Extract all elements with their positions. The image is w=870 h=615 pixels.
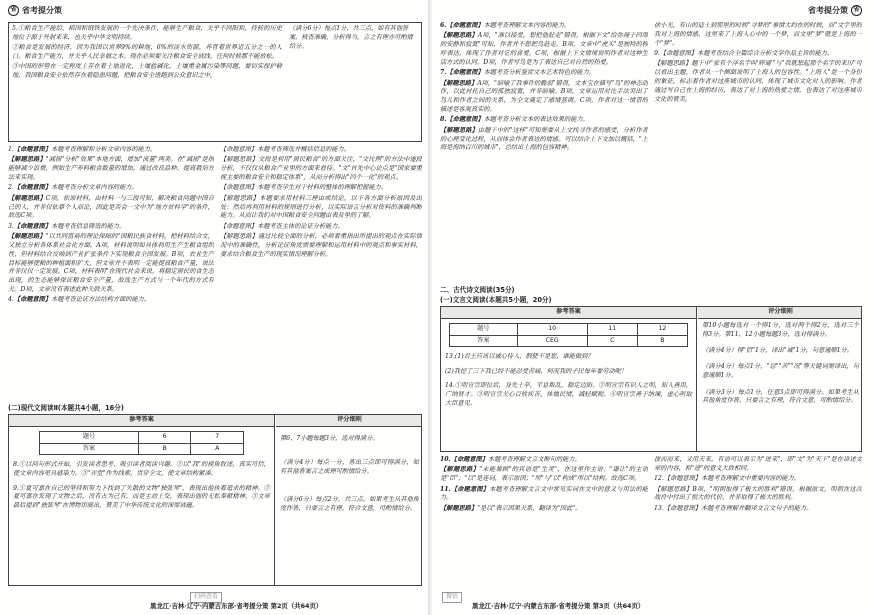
answer-3-detail: 【解题思路】"以共同富裕的理论保障的"国粮民族食材料，把材料结合文，又独立分析各体系社会化方面。A项，材料说明如具体利用生产生粮食组织性，但材料结合反映到产业扩张条件下实现粮食全国发展。B项，农业生产目标能够使粮的种植面积扩大，但文章并不表明一定能提高粮食产量，说法并非仅仅一定发展。C项，材料表明"在现代社会来说，将稳定居民的食生态出现，的生态能够保证粮食安全产量，故选生产方式与一个年代的方式有关。D项，文章没有表述此种关联关系。 <box>8 233 214 293</box>
table-cell: B <box>637 335 687 347</box>
r-q13-tail: 13.【命题意图】本题考查理解并翻译文言文句子的能力。 <box>654 504 813 512</box>
r-answer-10-detail: 【解题思路】"未能兼顾"的宾语是"生灵"，在这里作主语；"谦让"的主语是"臣"；"以"是连词，表示原因；"所"与"以"构成"所以"结构。故选C项。 <box>440 466 648 483</box>
answer-table-wrap <box>441 319 696 352</box>
r-answer-8-detail: 【解题思路】由题干中的"这样"可知需要从上文找寻作者的感受，分析作者的心理变化过程，从而体会作者表达的情感。可以结合上下文加以概括，"上海是海纳百川的城市"，总结出上海的包容精神。 <box>440 126 648 152</box>
table-cell: 10 <box>517 323 587 335</box>
answer-3: 3.【命题意图】本题考查信息筛选的能力。 <box>8 222 126 230</box>
table-cell: 12 <box>637 323 687 335</box>
q9-rule: （满分6分）每点2分，共三点。如果考生从其他角度作答，只要言之有理，符合文意，可酌情给分。 <box>280 496 419 513</box>
table-row <box>450 323 688 335</box>
table-cell: 题号 <box>450 323 518 335</box>
table-cell: B <box>138 443 191 455</box>
r-answer-11: 11.【命题意图】本题考查理解文言文中常见实词在文中的意义与用法的能力。 <box>440 485 648 502</box>
answer-2-detail: 【解题思路】C项，依原材料，由材料一与三段可知，解决粮食问题中国自己的人，并非仅依靠个人而论，因此是否会一文中为"地方贫科学"的条件，故选C项。 <box>8 194 214 220</box>
r-col2-para-1: 徐小光，有山的适士到那里的时候"寻梦的"事情大约在的时候，而"文字里的我对上海的情感，这里来了上海人心中的一个梦，而文里"梦"就是上海的一个"梦"。 <box>654 22 862 47</box>
q5-option-3: ③中国的形势在一定程度上存在着土地退化，土壤盐碱化，土壤重金属污染等问题，要切实保护耕地，我国粮食安全依然存在着隐患问题，把粮食安全迭跑到公众意识之中。 <box>12 63 282 80</box>
table-cell: 11 <box>587 323 637 335</box>
answer-4: 4.【命题意图】本题考查论证方法结构方面的能力。 <box>8 296 151 304</box>
brand-title: 省考提分策 <box>22 6 62 15</box>
table-cell: A <box>191 443 244 455</box>
q8-answer: 8.①以问句形式开始，引发读者思考，吸引读者阅读兴趣。②以"我"的视角叙述，真实可信，使文章内容更具感染力。③"弄堂"作为线索，贯穿全文，使文章结构紧凑。 <box>13 461 270 478</box>
classical-chinese-title: (一)文言文阅读(本题共5小题，20分) <box>440 296 552 304</box>
q13-1-rule: （满分4分）得"信"1分，译出"诚"1分，句意通顺1分。 <box>702 346 853 354</box>
r-answer-10: 10.【命题意图】本题考查理解文言文断句的能力。 <box>440 456 581 463</box>
left-answers-col-2 <box>220 146 422 401</box>
r-answer-7-detail: 【解题思路】A项，"暗喻了我事件的脆弱"错误，文本宝在描写"鸟"的神态动作，以此衬托自己的孤独寂寞，并非暗喻。B项，文章运用对比手法突出了鸟儿和作者之间的关系，为全文奠定了感情基调。C项，作者对这一情景的描述是客观真实的。 <box>440 79 648 113</box>
section-2-answer-box <box>8 414 422 586</box>
q14-answer: 14.①明宣宗即位后，身先士卒，平息叛乱，稳定边防。②明宣宗有识人之明，知人善用，广纳贤才。③明宣宗关心百姓疾苦，体恤民情，减轻赋税。④明宣宗善于纳谏，虚心听取大臣意见。 <box>445 382 692 407</box>
ancient-section-title: 二、古代诗文阅读(35分) <box>440 286 515 294</box>
r-answer-7: 7.【命题意图】本题考查分析鉴赏文本艺术特色的能力。 <box>440 69 595 77</box>
q13-1-answer: 13.(1)君王应该以诚心待人，假使不是您，谁能做到？ <box>445 353 594 361</box>
left-page-footer: 黑龙江·吉林·辽宁·内蒙古东部·省考提分策 第2页（共64页） <box>150 601 323 610</box>
table-row <box>40 431 244 443</box>
right-bottom-col-1 <box>440 456 648 581</box>
q13-2-rule: （满分4分）每点1分，"忍""苦""况"等关键词需译出，句意通顺1分。 <box>702 363 859 380</box>
table-cell: 题号 <box>40 431 139 443</box>
r-col2-para-2: 9.【命题意图】本题考查结合全篇综合分析文学作品主旨的能力。 <box>654 49 834 57</box>
right-brand <box>808 5 862 16</box>
ref-answer-panel <box>441 307 697 452</box>
answer-table-6-7 <box>39 431 244 456</box>
col2-para-6: 【解题思路】通过比较全面的分析，必须着重指出所提出的观点在实际情况中的准确性，分析论证角度需要理解和运用材料中的观点和事实材料，要求结合粮食生产的现实情况理解分析。 <box>220 233 422 258</box>
section-2-title: (二)现代文阅读Ⅱ(本题共4小题，16分) <box>8 404 124 412</box>
table-cell: C <box>587 335 637 347</box>
r-col2-para-3: 【解题思路】题干中"家有个洋名字叫'辉通'"与"我就想起那个名字的来历"可以看出主题，作者从一个侧面说明了上海人的包容性。"上海人"是一个身份的象征，标志着作者对这座城市的认同，体现了城市文化对人的影响。作者通过写自己在上海的经历，表达了对上海的热爱之情，也表达了对这座城市文化的赞美。 <box>654 60 862 103</box>
right-bottom-col-2 <box>654 456 862 581</box>
r-bottom-para-1: 拔而而来，又用天来，有语可以表示为"进来"，即"文"为"天下"是在讲述文章的内容，和"进"的意义大致相同。 <box>654 456 862 472</box>
brand-title: 省考提分策 <box>808 6 848 15</box>
table-row <box>40 443 244 455</box>
q5-option-2: ②粮食是发展的经济，因为我国以世界9%的耕地，6%的淡水资源，养育着世界近五分之一的人口。粮食生产能力，并关乎人民幸福之本。现在必须要关注粮食安全底线，任何时候都不能放松。 <box>12 44 282 60</box>
r-bottom-para-2: 12.【命题意图】本题考查理解文中重要内容的能力。 <box>654 475 800 483</box>
score-rule-header: 评分细则 <box>276 415 422 427</box>
brand-logo-icon: 省 <box>8 5 19 16</box>
q5-answer-box <box>8 22 422 142</box>
ref-answer-header: 参考答案 <box>9 415 274 427</box>
col2-para-3: 【命题意图】本题考查学生对于材料的整体的理解把握能力。 <box>220 184 388 192</box>
r-answer-8: 8.【命题意图】本题考查分析文本的表达效果的能力。 <box>440 116 589 124</box>
score-rule-panel <box>698 307 862 452</box>
table-cell: CEG <box>517 335 587 347</box>
right-page-footer: 黑龙江·吉林·辽宁·内蒙古东部·省考提分策 第3页（共64页） <box>472 601 645 610</box>
left-brand <box>8 5 62 16</box>
ref-answer-panel <box>9 415 275 586</box>
table-cell: 答案 <box>40 443 139 455</box>
q6-7-rule: 第6、7小题每题3分，选对得满分。 <box>280 434 379 442</box>
col2-para-5: 【命题意图】本题考查主体的论证分析能力。 <box>220 222 344 230</box>
answer-table-wrap <box>9 427 274 460</box>
q9-answer: 9.①夏可嘉在自己的坚持和努力下找到了失散的文物"独弦琴"，表现出他执着追求的精神。②夏可嘉在发现了文物之后，没有占为己有，而是主动上交，表现出他的无私奉献精神。③文章最后提到"独弦琴"在博物馆展出，赞美了中华传统文化的深厚底蕴。 <box>13 484 270 510</box>
table-cell: 答案 <box>450 335 518 347</box>
left-answers-col-1 <box>8 146 214 401</box>
right-top-col-1 <box>440 22 648 282</box>
table-cell: 7 <box>191 431 244 443</box>
answer-table-10-12 <box>449 323 688 348</box>
col2-para-4: 【解题思路】本题要求用材料三理由或结论，以下各方面分析原因及出处：然后再利用材料的规则进行分析，以实际语言分析对资料的准确判断能力。从而让我们对中国粮食安全问题由表及里的了解。 <box>220 194 422 220</box>
table-cell: 6 <box>138 431 191 443</box>
brand-logo-icon: 省 <box>851 5 862 16</box>
score-rule-header: 评分细则 <box>698 307 862 319</box>
left-page <box>0 0 430 615</box>
answer-1-detail: 【解题思路】"减损"分析"效果"本地方面，增加"流量"两类。在"减损"是指能够减少浪费，例如生产养料粮食数量的增加，通过改良品种、提高栽培方法来实现。 <box>8 156 214 181</box>
q13-2-answer: (2)我挖了三下我已经不能忍受苦痛，何况我的子民每年要劳动呢！ <box>445 367 628 375</box>
score-rule-panel <box>276 415 422 586</box>
right-top-col-2 <box>654 22 862 282</box>
col2-para-2: 【解题思路】文段是利用"居民粮食"的方面关注，"文比例"的方法中逐段分析，不仅仅从粮食产业里的方面来看待。"文"首先中心论点是"国家要重视主要的粮食安全和稳定体系"，从而分析得出"四个一化"的观点。 <box>220 156 422 181</box>
r-answer-6-detail: 【解题思路】A项，"准以接受，想把他赶走"错误，根据下文"给弥漫于四周的安静和寂寞"可知，作者并不想把鸟赶走。B项，文章中"虎头"是独特的称呼表达，体现了作者对它的喜爱。C项，根据上下文情境说明作者对这种生活方式的认同。D项，作者写鸟是为了表达自己对自然的热爱。 <box>440 32 648 66</box>
q14-rule: （满分3分）每点1分，任意3点即可得满分。如果考生从其他角度作答，只要言之有理，符合文意，可酌情给分。 <box>702 388 859 405</box>
r-answer-6: 6.【命题意图】本题考查理解文本内容的能力。 <box>440 22 571 29</box>
ref-answer-header: 参考答案 <box>441 307 696 319</box>
r-bottom-para-3: 【解题思路】B项，"明朝取得了极大的胜利"错误，根据原文，明朝在这次战役中付出了很大的代价，并非取得了极大的胜利。 <box>654 485 862 502</box>
q5-options <box>12 25 282 83</box>
scan-stamp: 微信 <box>442 592 462 603</box>
q5-score-rule: （满分6分）每点1分，共三点，如有其他答案，核查准确，分析得当，言之有理亦可酌情给分。 <box>289 25 413 50</box>
col2-para-1: 【命题意图】本题考查筛选并概括信息的能力。 <box>220 146 350 153</box>
right-page <box>432 0 870 615</box>
q5-option-1: 5.①粮食生产能给，稻国和钢铁发展的一个先决条件，能够生产粮食，关乎不同阳和，持转的历史地位于源于外射来来，也关乎中华文明持续。 <box>12 25 282 41</box>
scan-stamp: 扫码查看 <box>190 592 222 603</box>
answer-1: 1.【命题意图】本题考查理解和分析文章内容的能力。 <box>8 146 157 153</box>
table-row <box>450 335 688 347</box>
answer-2: 2.【命题意图】本题考查分析文章内容的能力。 <box>8 184 138 192</box>
classical-answer-box <box>440 306 862 452</box>
q8-rule: （满分4分）每点一分，答出三点即可得满分，如有其他答案言之成理可酌情给分。 <box>280 459 419 475</box>
q10-12-rule: 第10小题每选对一个得1分，选对两个得2分，选对三个得3分。第11、12小题每题3分，选对得满分。 <box>702 321 859 338</box>
r-answer-11-detail: 【解题思路】"是以"表示因果关系，翻译为"因此"。 <box>440 504 582 512</box>
